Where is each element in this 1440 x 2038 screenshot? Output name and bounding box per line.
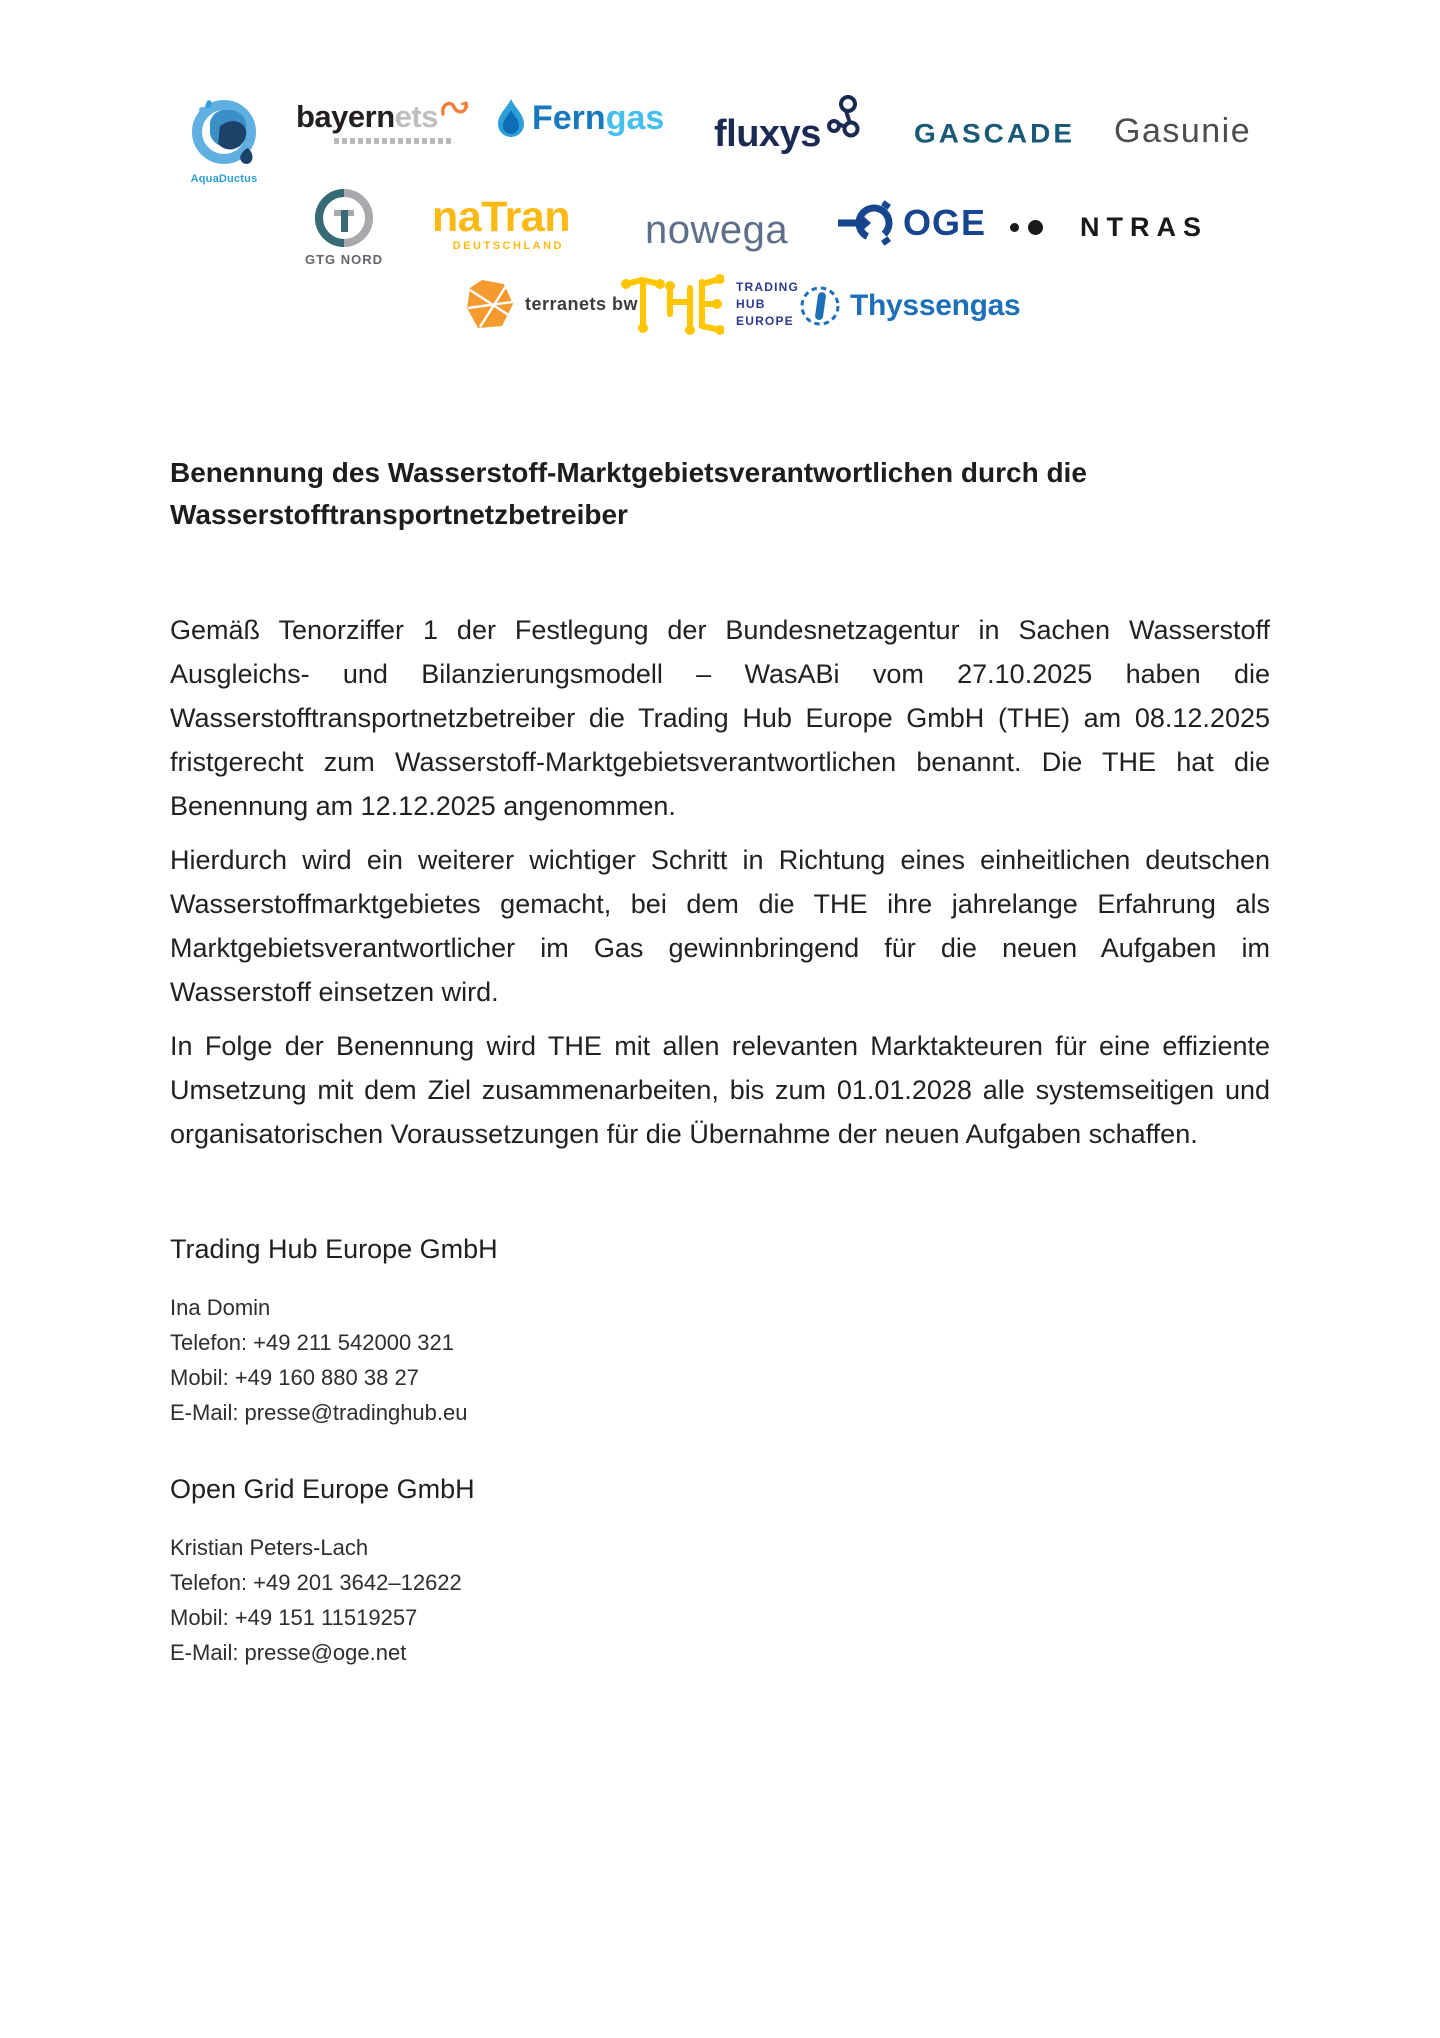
- natran-label: naTran: [432, 193, 570, 241]
- contact-mobile: Mobil: +49 151 11519257: [170, 1605, 418, 1630]
- logo-ontras: [1010, 212, 1208, 243]
- terranets-label: terranets bw: [525, 293, 639, 314]
- gasunie-label: Gasunie: [1114, 112, 1252, 150]
- contact-name: Kristian Peters-Lach: [170, 1535, 369, 1560]
- oge-label: OGE: [903, 202, 987, 243]
- fluxys-molecule-icon: [824, 94, 862, 140]
- oge-icon: [838, 200, 894, 246]
- nowega-label: nowega: [645, 208, 789, 252]
- contact-phone: Telefon: +49 201 3642–12622: [170, 1570, 462, 1595]
- contact-phone: Telefon: +49 211 542000 321: [170, 1330, 455, 1355]
- the-network-icon: [618, 270, 724, 338]
- aquaductus-label: AquaDuctus: [190, 173, 258, 185]
- logo-gtg-nord: [298, 188, 390, 267]
- ontras-label: ONTRAS: [1052, 212, 1209, 242]
- bayernets-label-gray: ets: [394, 99, 438, 134]
- contact-details-oge: [170, 1530, 462, 1670]
- document-body: [170, 608, 1270, 1166]
- terranets-icon: [466, 278, 514, 330]
- logo-gascade: [914, 118, 1075, 150]
- fluxys-label: fluxys: [714, 113, 821, 155]
- logo-bayernets: [296, 99, 470, 144]
- gtg-nord-icon: [314, 188, 374, 248]
- contact-mobile: Mobil: +49 160 880 38 27: [170, 1365, 419, 1390]
- the-sublabel-trading: TRADING: [736, 279, 800, 294]
- contact-company-the: Trading Hub Europe GmbH: [170, 1234, 498, 1264]
- logo-fluxys: [714, 94, 862, 154]
- ontras-big-dot-icon: [1028, 220, 1043, 235]
- document-title-line2: Wasserstofftransportnetzbetreiber: [170, 499, 628, 530]
- paragraph-2: Hierdurch wird ein weiterer wichtiger Schritt in Richtung eines einheitlichen deutschen Wasserstoffmarktgebietes gemacht, bei dem die THE ihre jahrelange Erfahrung als Marktgebietsverantwortlicher im Gas gewinnbringend für die neuen Aufgaben im Wasserstoff einsetzen wird.: [170, 845, 1270, 1007]
- paragraph-1: Gemäß Tenorziffer 1 der Festlegung der Bundesnetzagentur in Sachen Wasserstoff Ausgleichs- und Bilanzierungsmodell – WasABi vom 27.10.2025 haben die Wasserstofftransportnetzbetreiber die Trading Hub Europe GmbH (THE) am 08.12.2025 fristgerecht zum Wasserstoff-Marktgebietsverantwortlichen benannt. Die THE hat die Benennung am 12.12.2025 angenommen.: [170, 615, 1270, 821]
- logo-thyssengas: [798, 284, 1020, 328]
- document-title: [170, 452, 1190, 536]
- logo-terranets-bw: [466, 278, 638, 330]
- the-sublabel-hub: HUB: [736, 296, 766, 311]
- thyssengas-icon: [798, 284, 842, 328]
- ferngas-label-light: gas: [605, 98, 665, 137]
- logo-natran: [432, 193, 570, 252]
- document-title-line1: Benennung des Wasserstoff-Marktgebietsverantwortlichen durch die: [170, 457, 1087, 488]
- logo-aquaductus: [181, 92, 267, 185]
- ferngas-flame-icon: [497, 98, 525, 138]
- bayernets-alpha-icon: [440, 95, 470, 121]
- logo-ferngas: [497, 98, 664, 138]
- ferngas-label-dark: Fern: [532, 98, 606, 137]
- logo-oge: [838, 200, 986, 246]
- bayernets-tagline: [334, 138, 452, 144]
- contact-company-oge: Open Grid Europe GmbH: [170, 1474, 475, 1504]
- thyssengas-label: Thyssengas: [850, 289, 1021, 322]
- contact-details-the: [170, 1290, 467, 1430]
- the-sublabel-europe: EUROPE: [736, 313, 794, 328]
- contact-name: Ina Domin: [170, 1295, 271, 1320]
- ontras-small-dot-icon: [1010, 223, 1019, 232]
- gtg-nord-label: GTG NORD: [304, 252, 384, 267]
- natran-sublabel: DEUTSCHLAND: [452, 240, 564, 252]
- contact-email: E-Mail: presse@oge.net: [170, 1640, 407, 1665]
- logo-trading-hub-europe: [618, 270, 799, 338]
- bayernets-label-dark: bayern: [296, 99, 395, 134]
- contact-email: E-Mail: presse@tradinghub.eu: [170, 1400, 468, 1425]
- logo-gasunie: [1114, 112, 1251, 151]
- aquaductus-icon: [190, 92, 258, 172]
- logo-nowega: [645, 208, 788, 253]
- paragraph-3: In Folge der Benennung wird THE mit allen relevanten Marktakteuren für eine effiziente Umsetzung mit dem Ziel zusammenarbeiten, bis zum 01.01.2028 alle systemseitigen und organisatorischen Voraussetzungen für die Übernahme der neuen Aufgaben schaffen.: [170, 1031, 1270, 1149]
- gascade-label: GASCADE: [914, 118, 1076, 149]
